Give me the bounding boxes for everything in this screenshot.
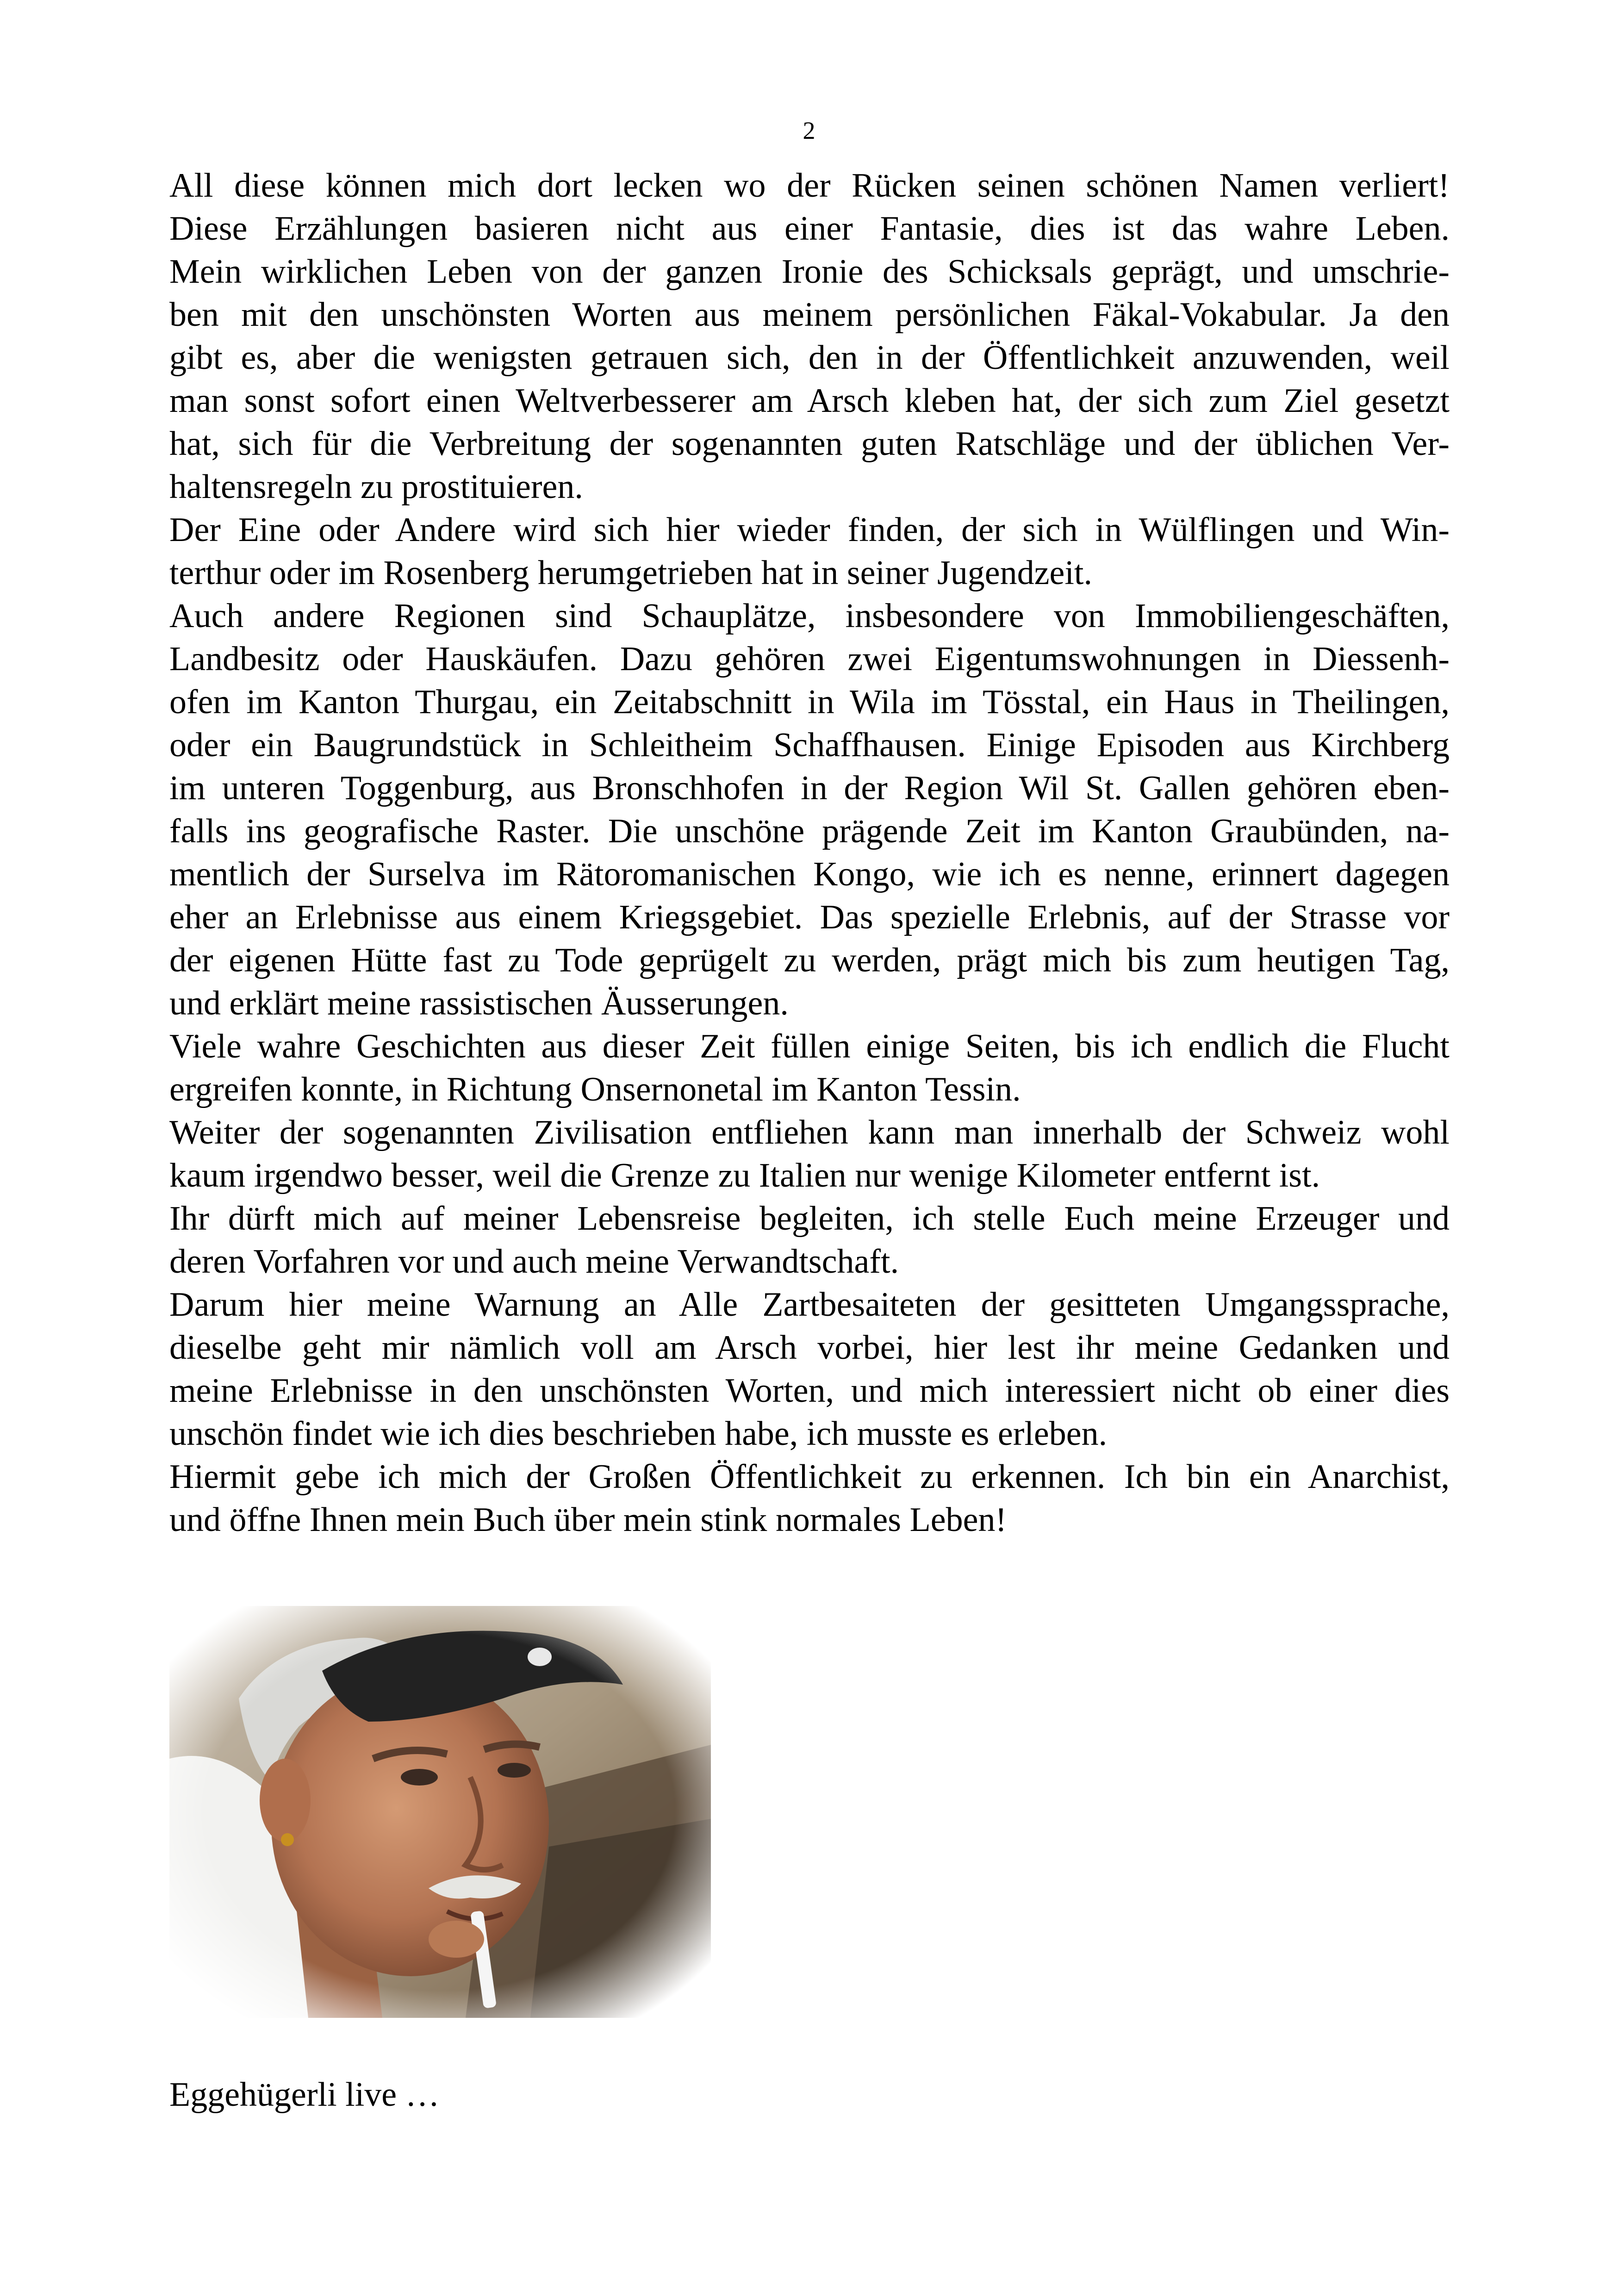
- text-line: Diese Erzählungen basieren nicht aus einer Fantasie, dies ist das wahre Leben.: [169, 210, 1450, 248]
- text-line: Mein wirklichen Leben von der ganzen Ironie des Schicksals geprägt, und umschrie-: [169, 253, 1450, 291]
- text-line: meine Erlebnisse in den unschönsten Worten, und mich interessiert nicht ob einer dies: [169, 1372, 1450, 1410]
- text-line: man sonst sofort einen Weltverbesserer am Arsch kleben hat, der sich zum Ziel gesetzt: [169, 382, 1450, 420]
- page-number: 2: [803, 117, 815, 144]
- text-line: ergreifen konnte, in Richtung Onsernonetal im Kanton Tessin.: [169, 1070, 1021, 1108]
- text-line: gibt es, aber die wenigsten getrauen sich, den in der Öffentlichkeit anzuwenden, weil: [169, 339, 1450, 377]
- signature: Eggehügerli live …: [169, 2076, 440, 2114]
- text-line: falls ins geografische Raster. Die unschöne prägende Zeit im Kanton Graubünden, na-: [169, 812, 1450, 850]
- author-photo: [169, 1606, 711, 2018]
- text-line: dieselbe geht mir nämlich voll am Arsch vorbei, hier lest ihr meine Gedanken und: [169, 1329, 1450, 1367]
- text-line: ofen im Kanton Thurgau, ein Zeitabschnitt in Wila im Tösstal, ein Haus in Theilingen,: [169, 683, 1450, 721]
- text-line: ben mit den unschönsten Worten aus meinem persönlichen Fäkal-Vokabular. Ja den: [169, 296, 1450, 334]
- text-line: All diese können mich dort lecken wo der Rücken seinen schönen Namen verliert!: [169, 167, 1450, 205]
- text-line: Landbesitz oder Hauskäufen. Dazu gehören zwei Eigentumswohnungen in Diessenh-: [169, 640, 1450, 678]
- text-line: Hiermit gebe ich mich der Großen Öffentlichkeit zu erkennen. Ich bin ein Anarchist,: [169, 1458, 1450, 1496]
- body-text: [169, 164, 1450, 1542]
- text-line: und öffne Ihnen mein Buch über mein stink normales Leben!: [169, 1501, 1007, 1539]
- text-line: terthur oder im Rosenberg herumgetrieben hat in seiner Jugendzeit.: [169, 554, 1092, 592]
- text-line: und erklärt meine rassistischen Äusserungen.: [169, 984, 789, 1022]
- text-line: der eigenen Hütte fast zu Tode geprügelt zu werden, prägt mich bis zum heutigen Tag,: [169, 941, 1450, 979]
- portrait-illustration: [169, 1606, 711, 2018]
- text-line: Ihr dürft mich auf meiner Lebensreise begleiten, ich stelle Euch meine Erzeuger und: [169, 1200, 1450, 1238]
- text-line: mentlich der Surselva im Rätoromanischen Kongo, wie ich es nenne, erinnert dagegen: [169, 855, 1450, 893]
- text-line: oder ein Baugrundstück in Schleitheim Schaffhausen. Einige Episoden aus Kirchberg: [169, 726, 1450, 764]
- text-line: im unteren Toggenburg, aus Bronschhofen in der Region Wil St. Gallen gehören eben-: [169, 769, 1450, 807]
- text-line: hat, sich für die Verbreitung der sogenannten guten Ratschläge und der üblichen Ver-: [169, 425, 1450, 463]
- text-line: deren Vorfahren vor und auch meine Verwandtschaft.: [169, 1243, 899, 1281]
- text-line: unschön findet wie ich dies beschrieben habe, ich musste es erleben.: [169, 1415, 1108, 1453]
- text-line: Weiter der sogenannten Zivilisation entfliehen kann man innerhalb der Schweiz wohl: [169, 1114, 1450, 1151]
- text-line: haltensregeln zu prostituieren.: [169, 468, 583, 506]
- text-line: kaum irgendwo besser, weil die Grenze zu Italien nur wenige Kilometer entfernt ist.: [169, 1157, 1320, 1195]
- text-line: eher an Erlebnisse aus einem Kriegsgebiet. Das spezielle Erlebnis, auf der Strasse vor: [169, 898, 1450, 936]
- text-line: Darum hier meine Warnung an Alle Zartbesaiteten der gesitteten Umgangssprache,: [169, 1286, 1450, 1324]
- text-line: Der Eine oder Andere wird sich hier wieder finden, der sich in Wülflingen und Win-: [169, 511, 1450, 549]
- text-line: Auch andere Regionen sind Schauplätze, insbesondere von Immobiliengeschäften,: [169, 597, 1450, 635]
- text-line: Viele wahre Geschichten aus dieser Zeit füllen einige Seiten, bis ich endlich die Flucht: [169, 1027, 1450, 1065]
